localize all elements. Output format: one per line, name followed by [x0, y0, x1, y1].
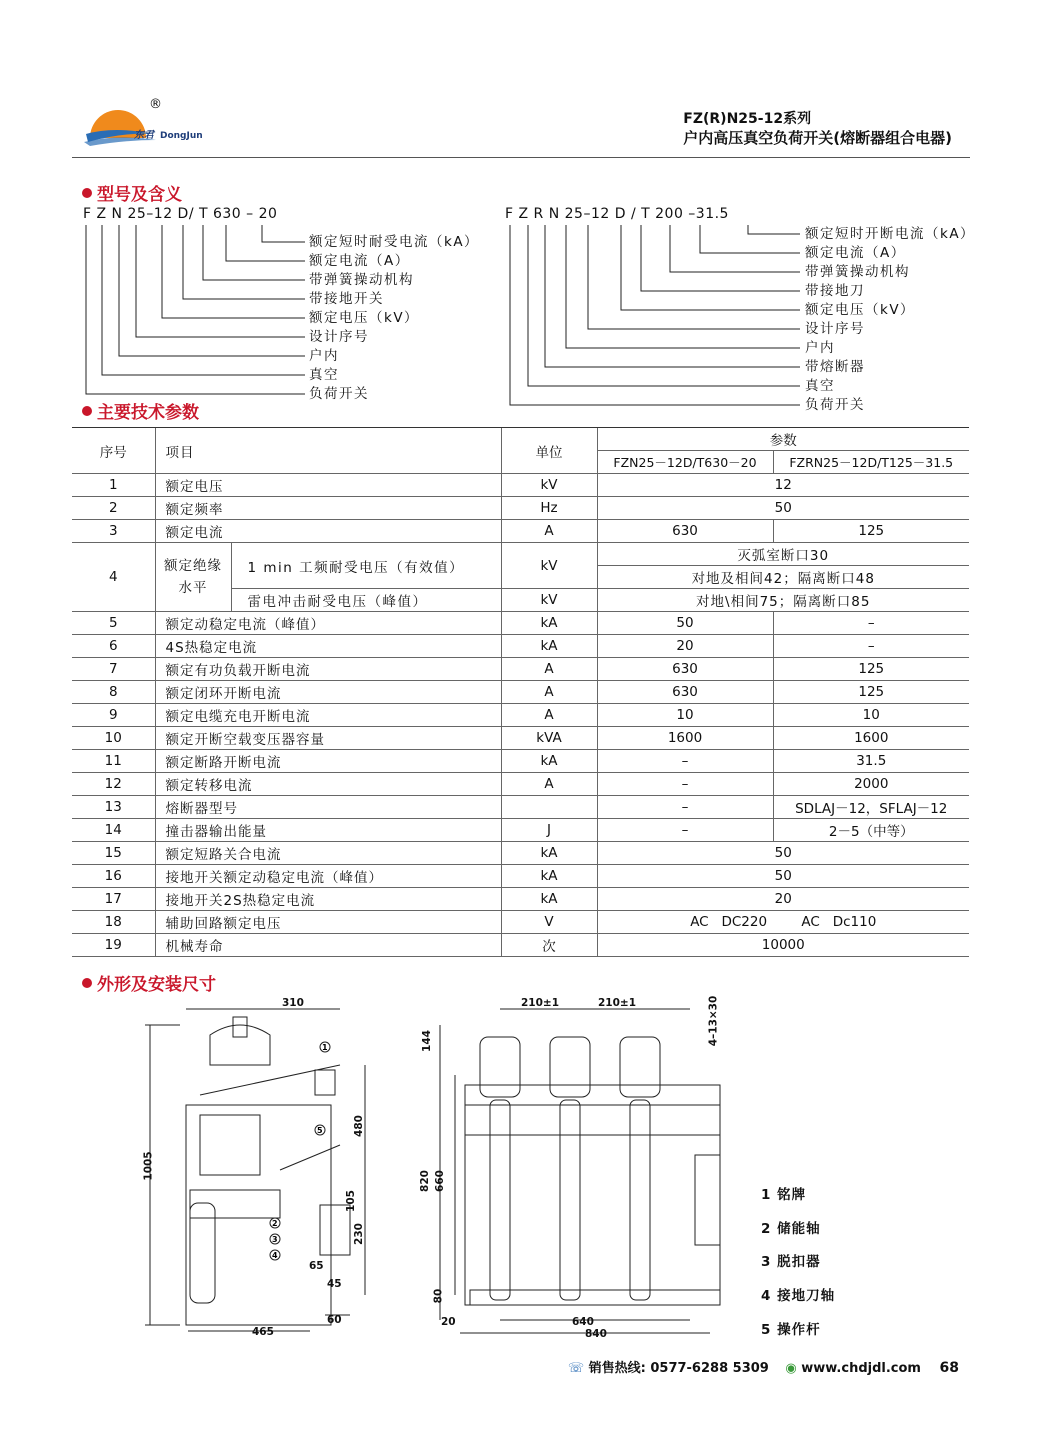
right-label-list [805, 225, 975, 415]
row-no: 9 [72, 704, 155, 727]
marker-1: 1 [322, 1043, 328, 1052]
website-link[interactable]: www.chdjdl.com [801, 1361, 921, 1376]
row-no: 16 [72, 865, 155, 888]
row-value: 12 [597, 474, 969, 497]
row-unit: kVA [501, 727, 597, 750]
row-item: 机械寿命 [155, 934, 501, 957]
footer [568, 1357, 959, 1376]
row-item: 接地开关2S热稳定电流 [155, 888, 501, 911]
row-no: 7 [72, 658, 155, 681]
right-label: 额定电流（A） [805, 245, 906, 261]
row-item: 额定转移电流 [155, 773, 501, 796]
marker-3: 3 [272, 1235, 278, 1244]
right-label: 负荷开关 [805, 397, 865, 413]
dim-820: 820 [418, 1170, 431, 1192]
registered-mark: ® [149, 97, 162, 112]
row-unit: kA [501, 635, 597, 658]
bullet-icon [82, 406, 92, 416]
side-view-drawing [140, 995, 390, 1345]
row-no: 1 [72, 474, 155, 497]
left-label: 额定电压（kV） [309, 310, 420, 326]
row-value-b: 2000 [773, 773, 969, 796]
row-value-b: 125 [773, 658, 969, 681]
row-unit: Hz [501, 497, 597, 520]
row-unit: A [501, 681, 597, 704]
page-number: 68 [939, 1360, 959, 1376]
dim-210-right: 210±1 [598, 997, 637, 1009]
left-label: 额定短时耐受电流（kA） [309, 234, 480, 250]
row-unit: V [501, 911, 597, 934]
dim-45: 45 [327, 1278, 342, 1290]
row-value: 50 [597, 842, 969, 865]
row-value: 10000 [597, 934, 969, 957]
hotline-number: 0577-6288 5309 [650, 1361, 769, 1376]
hotline-label: 销售热线: [588, 1361, 646, 1376]
left-label: 设计序号 [309, 329, 369, 345]
dim-60: 60 [327, 1314, 342, 1326]
row-item: 额定电压 [155, 474, 501, 497]
left-label: 带弹簧操动机构 [309, 272, 414, 288]
table-row [72, 520, 969, 543]
dim-840: 840 [585, 1328, 607, 1340]
table-row [72, 727, 969, 750]
legend-item: 4 接地刀轴 [761, 1288, 836, 1304]
row-value-a: 50 [597, 612, 773, 635]
row-subitem: 雷电冲击耐受电压（峰值） [231, 589, 501, 612]
table-row [72, 635, 969, 658]
row-item: 撞击器输出能量 [155, 819, 501, 842]
row-item-insulation: 额定绝缘 水平 [155, 543, 231, 612]
row-no: 17 [72, 888, 155, 911]
table-row [72, 497, 969, 520]
row-value: AC DC220 AC Dc110 [597, 911, 969, 934]
left-label-list [309, 233, 479, 404]
brand-cn: 东君 [134, 130, 154, 141]
table-row [72, 842, 969, 865]
row-value-a: 20 [597, 635, 773, 658]
table-row [72, 934, 969, 957]
row-unit: A [501, 520, 597, 543]
dim-480: 480 [352, 1115, 365, 1137]
left-label: 负荷开关 [309, 386, 369, 402]
row-value: 对地及相间42；隔离断口48 [597, 566, 969, 589]
series-title: FZ(R)N25-12系列 [683, 111, 812, 127]
legend-item: 1 铭牌 [761, 1187, 807, 1203]
left-label: 真空 [309, 367, 339, 383]
row-value-a: 10 [597, 704, 773, 727]
row-unit: kV [501, 543, 597, 589]
legend-item: 2 储能轴 [761, 1221, 821, 1237]
row-value-b: 2－5（中等） [773, 819, 969, 842]
row-value-a: – [597, 796, 773, 819]
right-model-code: F Z R N 25–12 D / T 200 –31.5 [505, 206, 729, 222]
row-unit: kA [501, 865, 597, 888]
row-value: 灭弧室断口30 [597, 543, 969, 566]
row-item: 额定频率 [155, 497, 501, 520]
legend-item: 5 操作杆 [761, 1322, 821, 1338]
row-value-a: – [597, 819, 773, 842]
row-value-b: – [773, 612, 969, 635]
dim-660: 660 [433, 1170, 446, 1192]
row-value: 50 [597, 865, 969, 888]
marker-4: 4 [272, 1251, 278, 1260]
row-unit: kV [501, 589, 597, 612]
row-no: 5 [72, 612, 155, 635]
row-no: 8 [72, 681, 155, 704]
header-model-b: FZRN25－12D/T125－31.5 [773, 451, 969, 474]
header-params: 参数 [597, 428, 969, 451]
header-item: 项目 [155, 428, 501, 474]
row-unit: kA [501, 750, 597, 773]
header-unit: 单位 [501, 428, 597, 474]
row-unit: 次 [501, 934, 597, 957]
table-row [72, 474, 969, 497]
row-value-a: – [597, 750, 773, 773]
dim-mount-holes: 4–13×30 [707, 995, 720, 1047]
row-subitem: 1 min 工频耐受电压（有效值） [231, 543, 501, 589]
row-no: 3 [72, 520, 155, 543]
globe-icon: ◉ [785, 1361, 797, 1376]
header-model-a: FZN25－12D/T630－20 [597, 451, 773, 474]
header-no: 序号 [72, 428, 155, 474]
row-value-b: 31.5 [773, 750, 969, 773]
row-no: 13 [72, 796, 155, 819]
row-value: 20 [597, 888, 969, 911]
marker-circles [270, 1042, 330, 1260]
row-item: 额定断路开断电流 [155, 750, 501, 773]
table-row [72, 911, 969, 934]
dim-80: 80 [432, 1288, 445, 1304]
table-row [72, 888, 969, 911]
right-label: 设计序号 [805, 321, 865, 337]
dim-1005: 1005 [142, 1151, 155, 1181]
row-no: 6 [72, 635, 155, 658]
row-unit: A [501, 658, 597, 681]
table-row [72, 681, 969, 704]
right-label: 额定电压（kV） [805, 302, 916, 318]
left-label: 户内 [309, 348, 339, 364]
row-unit: kA [501, 842, 597, 865]
row-item: 额定开断空载变压器容量 [155, 727, 501, 750]
dim-105: 105 [344, 1190, 357, 1212]
section-dims-title: 外形及安装尺寸 [82, 970, 216, 995]
row-value-b: 125 [773, 520, 969, 543]
row-item: 4S热稳定电流 [155, 635, 501, 658]
right-label: 带熔断器 [805, 359, 865, 375]
row-value-b: 1600 [773, 727, 969, 750]
product-subtitle: 户内高压真空负荷开关(熔断器组合电器) [683, 129, 952, 147]
row-no: 10 [72, 727, 155, 750]
phone-icon: ☏ [567, 1361, 585, 1376]
left-label: 带接地开关 [309, 291, 384, 307]
row-no: 2 [72, 497, 155, 520]
insulator-columns [480, 1037, 660, 1300]
row-no: 18 [72, 911, 155, 934]
table-row [72, 612, 969, 635]
legend-item: 3 脱扣器 [761, 1254, 821, 1270]
right-label: 带弹簧操动机构 [805, 264, 910, 280]
row-value-a: – [597, 773, 773, 796]
row-value: 50 [597, 497, 969, 520]
row-value-a: 630 [597, 658, 773, 681]
row-no: 19 [72, 934, 155, 957]
row-value-b: SDLAJ－12，SFLAJ－12 [773, 796, 969, 819]
table-row [72, 543, 969, 566]
row-item: 额定闭环开断电流 [155, 681, 501, 704]
table-row [72, 704, 969, 727]
marker-5: 5 [317, 1126, 323, 1135]
right-label: 带接地刀 [805, 283, 865, 299]
table-row [72, 796, 969, 819]
section-tech-title: 主要技术参数 [82, 398, 199, 423]
row-value-a: 630 [597, 681, 773, 704]
row-no: 4 [72, 543, 155, 612]
row-unit: kA [501, 888, 597, 911]
row-item: 接地开关额定动稳定电流（峰值） [155, 865, 501, 888]
brand-en: DongJun [160, 131, 203, 141]
dim-210-left: 210±1 [521, 997, 560, 1009]
tech-params-table [72, 427, 969, 957]
row-value-b: 10 [773, 704, 969, 727]
row-value: 对地\相间75；隔离断口85 [597, 589, 969, 612]
right-label: 户内 [805, 340, 835, 356]
row-value-b: 125 [773, 681, 969, 704]
table-row [72, 658, 969, 681]
right-label: 真空 [805, 378, 835, 394]
row-unit: J [501, 819, 597, 842]
row-unit: A [501, 773, 597, 796]
table-header-row [72, 428, 969, 451]
dim-20: 20 [441, 1316, 456, 1328]
row-item: 熔断器型号 [155, 796, 501, 819]
right-label: 额定短时开断电流（kA） [805, 226, 976, 242]
row-no: 11 [72, 750, 155, 773]
row-value-a: 1600 [597, 727, 773, 750]
row-value-b: – [773, 635, 969, 658]
row-item: 辅助回路额定电压 [155, 911, 501, 934]
row-unit: kA [501, 612, 597, 635]
front-view-drawing [420, 995, 740, 1345]
dim-230: 230 [352, 1223, 365, 1245]
dim-465: 465 [252, 1326, 274, 1338]
dim-310: 310 [282, 997, 304, 1009]
bullet-icon [82, 978, 92, 988]
table-row [72, 819, 969, 842]
section-model-title: 型号及含义 [82, 180, 182, 205]
row-value-a: 630 [597, 520, 773, 543]
table-row [72, 773, 969, 796]
row-item: 额定动稳定电流（峰值） [155, 612, 501, 635]
row-item: 额定有功负载开断电流 [155, 658, 501, 681]
row-unit: A [501, 704, 597, 727]
row-unit: kV [501, 474, 597, 497]
table-row [72, 750, 969, 773]
row-no: 14 [72, 819, 155, 842]
marker-2: 2 [272, 1219, 278, 1228]
dim-640: 640 [572, 1316, 594, 1328]
dim-65: 65 [309, 1260, 324, 1272]
dim-144: 144 [420, 1030, 433, 1052]
row-no: 15 [72, 842, 155, 865]
row-item: 额定电流 [155, 520, 501, 543]
row-no: 12 [72, 773, 155, 796]
row-unit [501, 796, 597, 819]
row-item: 额定短路关合电流 [155, 842, 501, 865]
table-row [72, 865, 969, 888]
left-label: 额定电流（A） [309, 253, 410, 269]
left-model-code: F Z N 25–12 D/ T 630 – 20 [83, 206, 278, 222]
row-item: 额定电缆充电开断电流 [155, 704, 501, 727]
